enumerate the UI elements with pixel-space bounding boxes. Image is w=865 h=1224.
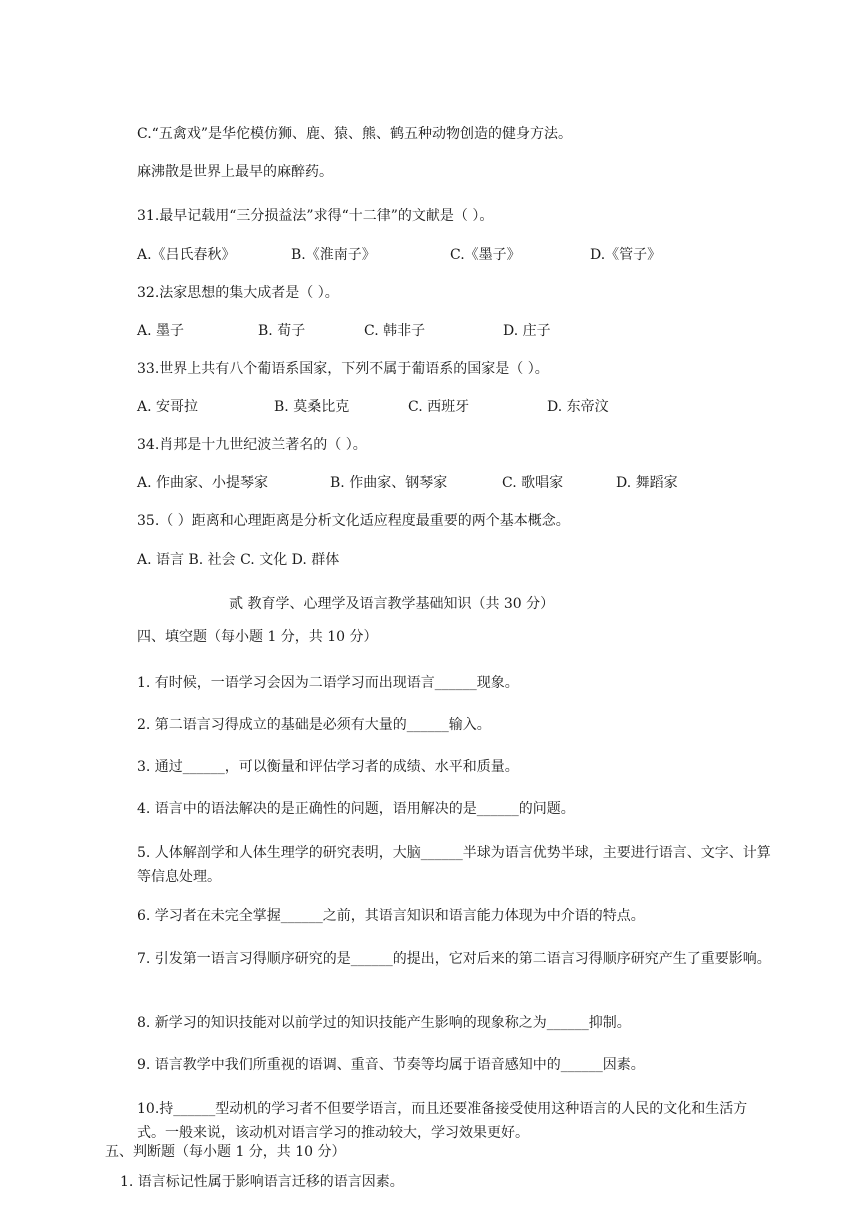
option-b: B. 荀子 [258,323,306,339]
option-a: A. 作曲家、小提琴家 [137,475,269,491]
option-c: C.《墨子》 [450,247,521,263]
fill-item-6: 6. 学习者在未完全掌握______之前，其语言知识和语言能力体现为中介语的特点。 [137,908,645,924]
fill-item-7: 7. 引发第一语言习得顺序研究的是______的提出，它对后来的第二语言习得顺序研究产生了重要影响。 [137,951,771,967]
question-32: 32.法家思想的集大成者是（ ）。 [137,285,339,301]
question-31: 31.最早记载用“三分损益法”求得“十二律”的文献是（ ）。 [137,208,494,224]
option-a: A.《吕氏春秋》 [137,247,236,263]
fill-item-5: 5. 人体解剖学和人体生理学的研究表明，大脑______半球为语言优势半球，主要进行语言、文字、计算等信息处理。 [137,845,771,885]
option-b: B. 作曲家、钢琴家 [330,475,448,491]
section-heading: 贰 教育学、心理学及语言教学基础知识（共 30 分） [229,596,555,612]
fill-item-3: 3. 通过______，可以衡量和评估学习者的成绩、水平和质量。 [137,759,519,775]
question-33: 33.世界上共有八个葡语系国家，下列不属于葡语系的国家是（ ）。 [137,361,549,377]
option-c: C. 韩非子 [364,323,426,339]
option-b: B. 莫桑比克 [274,399,350,415]
question-35: 35.（ ）距离和心理距离是分析文化适应程度最重要的两个基本概念。 [137,513,570,529]
fill-item-2: 2. 第二语言习得成立的基础是必须有大量的______输入。 [137,717,491,733]
option-a: A. 墨子 [137,323,185,339]
question-35-options: A. 语言 B. 社会 C. 文化 D. 群体 [137,552,340,568]
option-d: D. 庄子 [503,323,551,339]
option-b: B.《淮南子》 [291,247,376,263]
option-c: C. 西班牙 [408,399,470,415]
part4-heading: 四、填空题（每小题 1 分，共 10 分） [137,629,378,645]
fill-item-9: 9. 语言教学中我们所重视的语调、重音、节奏等均属于语音感知中的______因素。 [137,1057,645,1073]
option-d: D. 舞蹈家 [616,475,678,491]
fill-item-4: 4. 语言中的语法解决的是正确性的问题，语用解决的是______的问题。 [137,801,575,817]
fill-item-8: 8. 新学习的知识技能对以前学过的知识技能产生影响的现象称之为______抑制。 [137,1015,631,1031]
question-34: 34.肖邦是十九世纪波兰著名的（ ）。 [137,437,367,453]
option-a: A. 安哥拉 [137,399,199,415]
option-d: D.《管子》 [590,247,662,263]
fill-item-10: 10.持______型动机的学习者不但要学语言，而且还要准备接受使用这种语言的人民的文化和生活方式。一般来说，该动机对语言学习的推动较大，学习效果更好。 [137,1101,748,1141]
judge-item-1: 1. 语言标记性属于影响语言迁移的语言因素。 [120,1174,404,1190]
part5-heading: 五、判断题（每小题 1 分，共 10 分） [105,1144,346,1160]
option-c: C. 歌唱家 [502,475,564,491]
fill-item-1: 1. 有时候，一语学习会因为二语学习而出现语言______现象。 [137,675,519,691]
statement-mafeisan: 麻沸散是世界上最早的麻醉药。 [137,164,333,180]
option-d: D. 东帝汶 [547,399,609,415]
statement-c-wuqinxi: C.“五禽戏”是华佗模仿狮、鹿、猿、熊、鹤五种动物创造的健身方法。 [137,126,572,142]
